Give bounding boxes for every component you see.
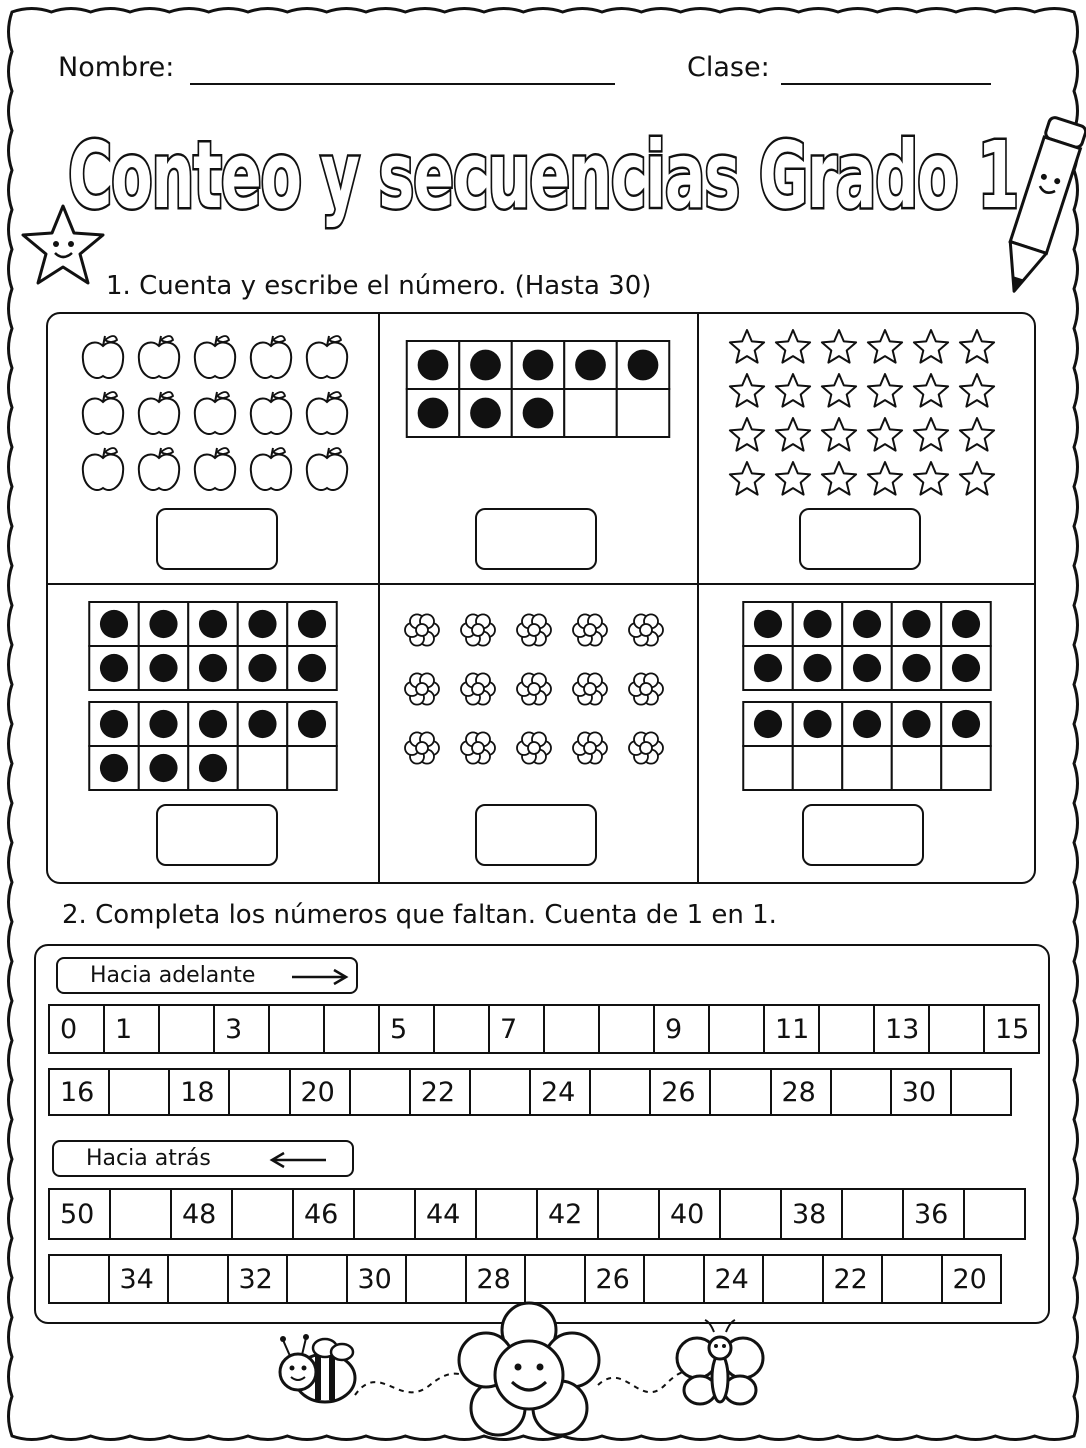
number-cell: 3	[213, 1004, 270, 1054]
butterfly-icon	[677, 1320, 763, 1404]
section1-title: 1. Cuenta y escribe el número. (Hasta 30)	[106, 271, 652, 301]
dotted-path	[355, 1374, 478, 1395]
number-cell: 9	[653, 1004, 710, 1054]
number-cell: 28	[465, 1254, 527, 1304]
number-cell: 30	[890, 1068, 952, 1116]
number-cell: 38	[780, 1188, 843, 1240]
number-cell: 28	[770, 1068, 832, 1116]
number-cell: 15	[983, 1004, 1040, 1054]
number-cell: 42	[536, 1188, 599, 1240]
number-cell: 22	[409, 1068, 471, 1116]
backward-label: Hacia atrás	[86, 1146, 211, 1171]
name-label: Nombre:	[58, 52, 175, 83]
number-cell: 48	[170, 1188, 233, 1240]
number-cell: 16	[48, 1068, 110, 1116]
number-cell: 22	[822, 1254, 884, 1304]
number-cell: 13	[873, 1004, 930, 1054]
number-cell: 36	[902, 1188, 965, 1240]
number-cell: 26	[649, 1068, 711, 1116]
number-cell: 40	[658, 1188, 721, 1240]
number-cell: 1	[103, 1004, 160, 1054]
number-cell: 11	[763, 1004, 820, 1054]
number-cell: 0	[48, 1004, 105, 1054]
bee-icon	[280, 1334, 355, 1402]
number-cell: 24	[703, 1254, 765, 1304]
number-cell: 44	[414, 1188, 477, 1240]
smiling-flower-icon	[459, 1303, 599, 1435]
number-cell: 24	[529, 1068, 591, 1116]
number-cell: 7	[488, 1004, 545, 1054]
forward-label: Hacia adelante	[90, 963, 256, 988]
number-cell: 30	[346, 1254, 408, 1304]
number-cell: 34	[108, 1254, 170, 1304]
number-cell: 50	[48, 1188, 111, 1240]
section2-title: 2. Completa los números que faltan. Cuenta de 1 en 1.	[62, 900, 777, 930]
number-cell: 20	[941, 1254, 1003, 1304]
number-cell: 32	[227, 1254, 289, 1304]
number-cell: 26	[584, 1254, 646, 1304]
class-label: Clase:	[687, 52, 770, 83]
number-cell: 20	[289, 1068, 351, 1116]
page-title: Conteo y secuencias Grado 1	[68, 122, 1018, 229]
number-cell: 18	[168, 1068, 230, 1116]
number-cell: 5	[378, 1004, 435, 1054]
number-cell: 46	[292, 1188, 355, 1240]
